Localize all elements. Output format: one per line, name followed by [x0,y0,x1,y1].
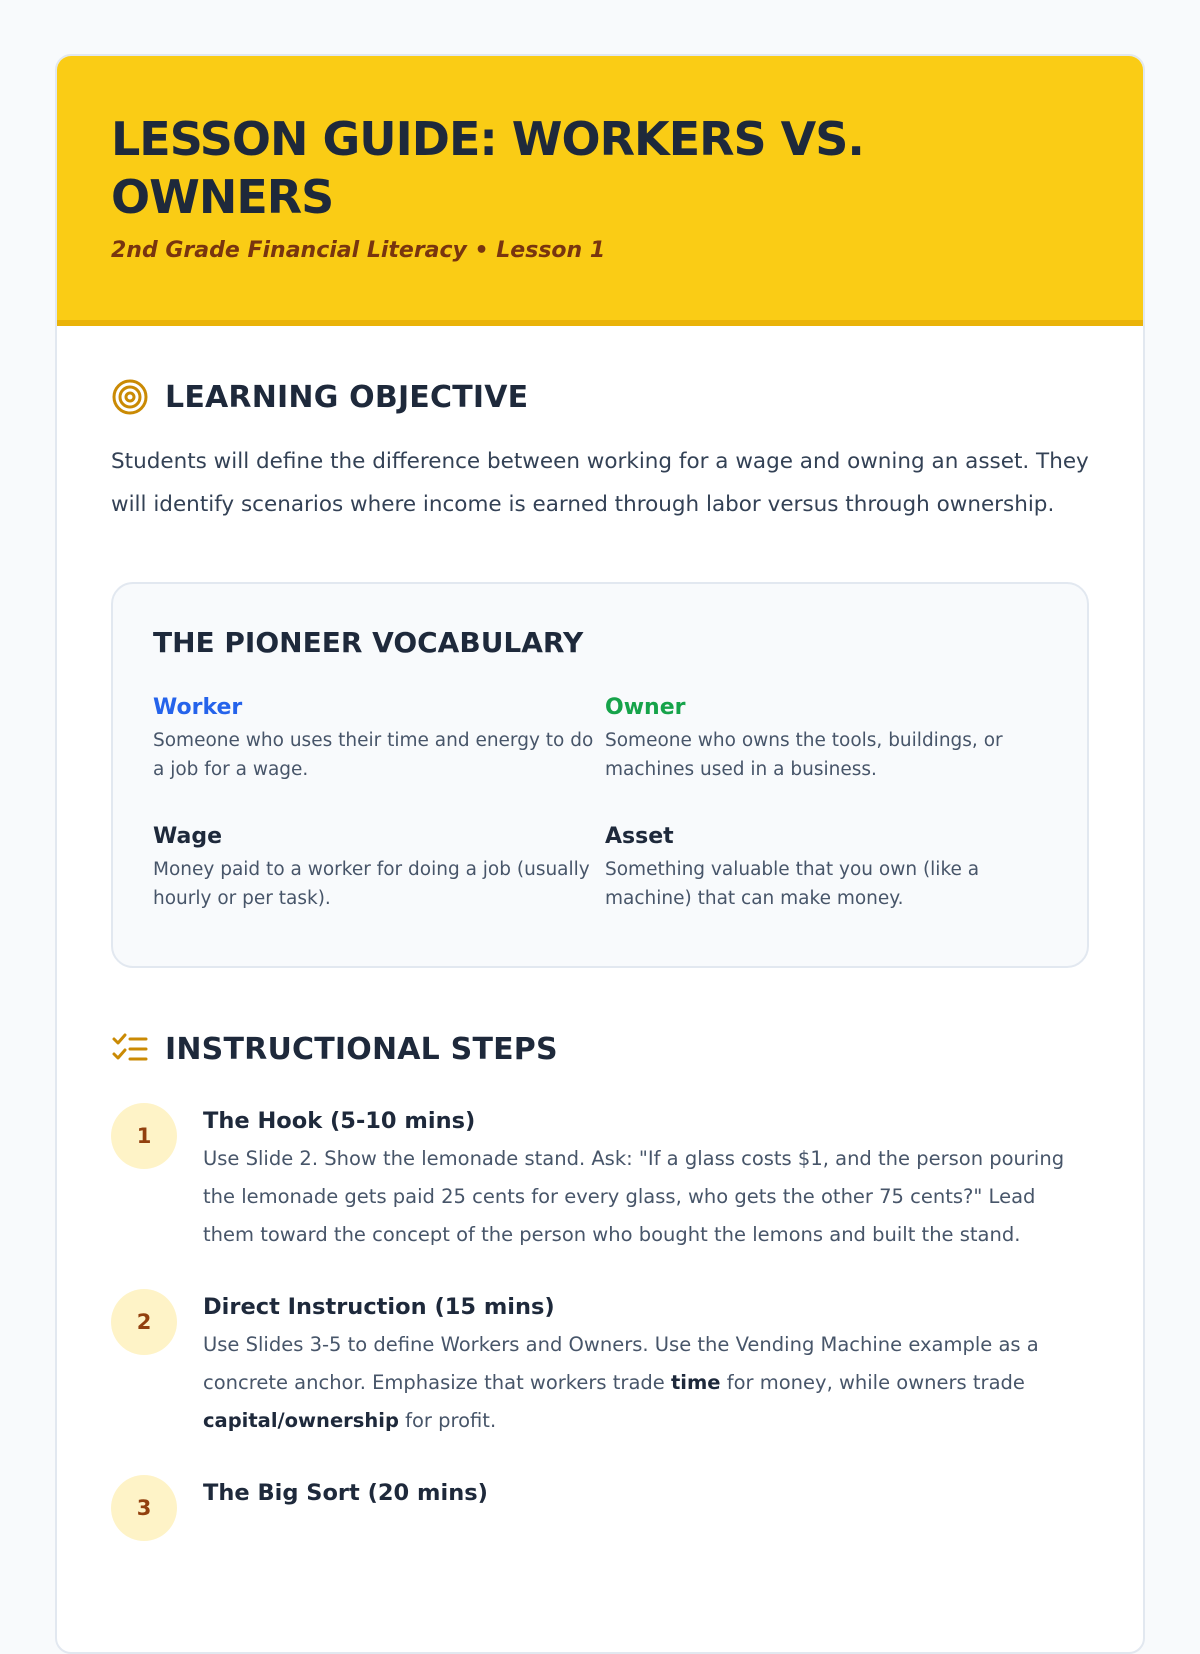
steps-heading [111,1030,1089,1068]
step-number-badge: 2 [111,1289,177,1355]
vocab-definition: Someone who uses their time and energy to do a job for a wage. [153,730,594,780]
page-subtitle: 2nd Grade Financial Literacy • Lesson 1 [111,238,606,263]
vocab-item-asset [605,824,1025,913]
steps-heading-text: INSTRUCTIONAL STEPS [165,1031,558,1067]
vocabulary-grid [153,695,1047,913]
step-text-part: Use Slides 3-5 to define Workers and Owners. Use the Vending Machine example as a concrete anchor. Emphasize that workers trade [203,1333,1039,1394]
step-text-part: for profit. [398,1409,497,1432]
vocab-term: Asset [605,824,674,849]
vocabulary-heading: THE PIONEER VOCABULARY [153,626,584,659]
step-item-3 [111,1480,1089,1520]
checklist-icon [111,1030,149,1068]
step-title: The Big Sort (20 mins) [203,1480,488,1506]
lesson-header [57,56,1143,326]
step-item-2 [111,1294,1089,1440]
step-title: The Hook (5-10 mins) [203,1108,476,1134]
vocab-item-wage [153,824,605,913]
page-title: LESSON GUIDE: WORKERS VS. OWNERS [111,112,864,224]
vocab-item-owner [605,695,1025,784]
step-item-1 [111,1108,1089,1254]
step-number-badge: 3 [111,1475,177,1541]
lesson-content [57,326,1143,1520]
step-text-emphasis: capital/ownership [203,1409,399,1432]
vocab-definition: Someone who owns the tools, buildings, or machines used in a business. [605,730,1003,780]
step-text-part: for money, while owners trade [720,1371,1025,1394]
objective-heading [111,378,1089,416]
step-text: Use Slide 2. Show the lemonade stand. Ask: "If a glass costs $1, and the person pouring the lemonade gets paid 25 cents for every glass, who gets the other 75 cents?" Lead them toward the concept of the person who bought the lemons and built the stand. [203,1147,1065,1246]
step-text [203,1326,1089,1440]
vocab-term: Worker [153,695,243,720]
objective-heading-text: LEARNING OBJECTIVE [165,379,529,415]
objective-text: Students will define the difference between working for a wage and owning an asset. They will identify scenarios where income is earned through labor versus through ownership. [111,449,1089,517]
vocab-definition: Something valuable that you own (like a machine) that can make money. [605,859,980,909]
vocab-term: Wage [153,824,222,849]
step-text-emphasis: time [670,1371,721,1394]
step-title: Direct Instruction (15 mins) [203,1294,555,1320]
target-icon [111,378,149,416]
step-number-badge: 1 [111,1103,177,1169]
vocab-term: Owner [605,695,686,720]
vocab-item-worker [153,695,605,784]
vocab-definition: Money paid to a worker for doing a job (usually hourly or per task). [153,859,590,909]
vocabulary-box [111,582,1089,968]
lesson-guide-card [55,54,1145,1654]
